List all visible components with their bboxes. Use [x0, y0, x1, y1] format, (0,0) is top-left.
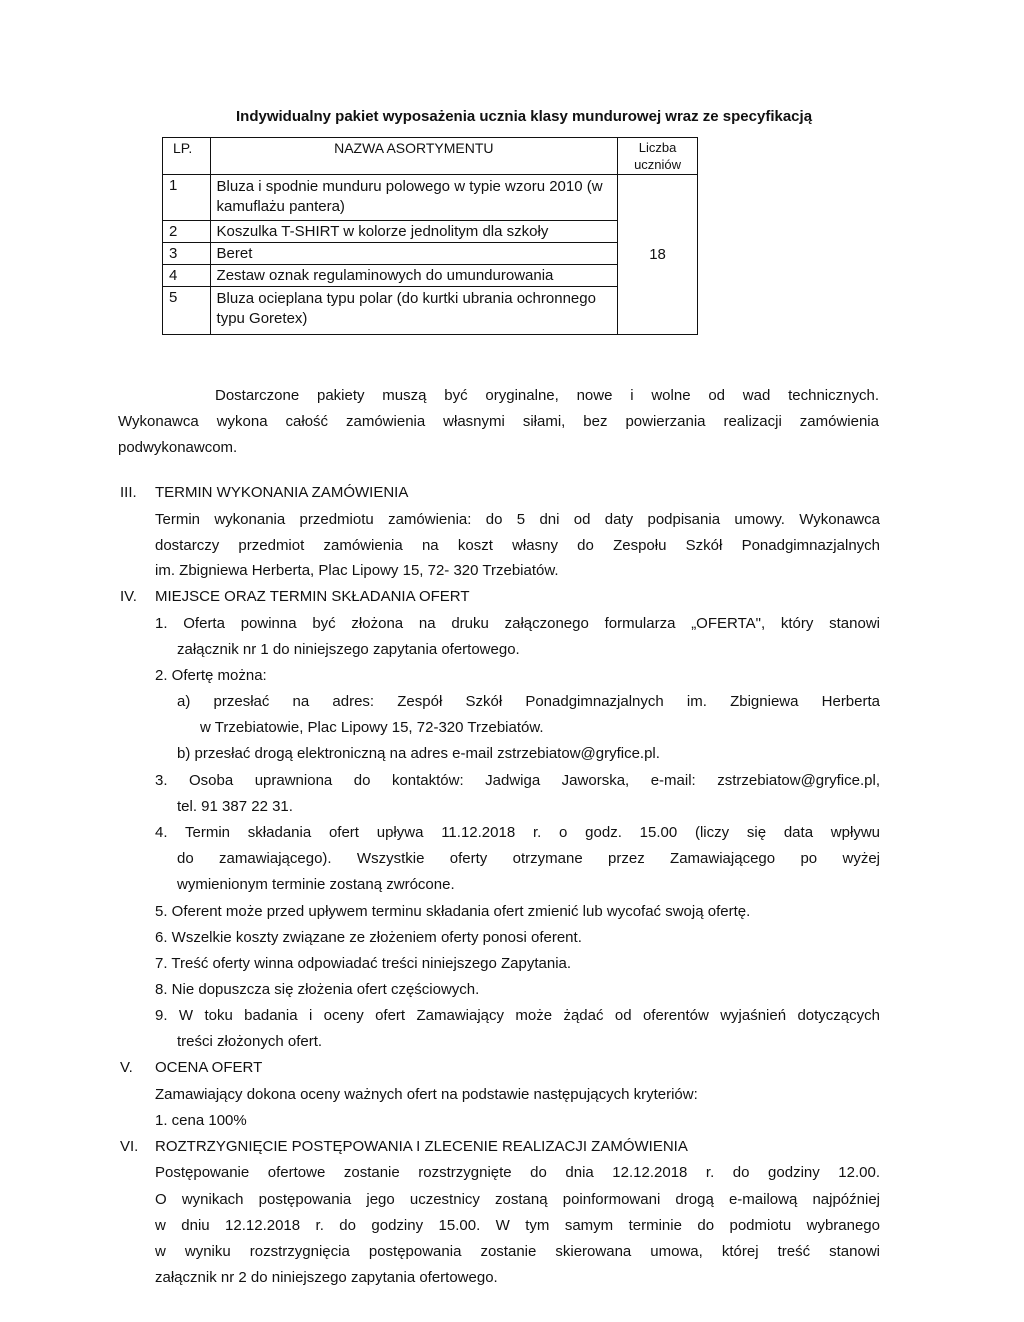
- section-6-line-2: O wynikach postępowania jego uczestnicy zostaną poinformowani drogą e-mailową najpóźniej: [155, 1191, 880, 1208]
- row-name: Zestaw oznak regulaminowych do umundurowania: [210, 265, 618, 287]
- section-4-item-2a-line-2: w Trzebiatowie, Plac Lipowy 15, 72-320 Trzebiatów.: [200, 719, 544, 736]
- table-row: [163, 287, 698, 335]
- section-4-item-4-line-3: wymienionym terminie zostaną zwrócone.: [177, 876, 455, 893]
- row-name: Koszulka T-SHIRT w kolorze jednolitym dla szkoły: [210, 221, 618, 243]
- row-lp: 4: [163, 265, 211, 287]
- intro-line-2: Wykonawca wykona całość zamówienia własnymi siłami, bez powierzania realizacji zamówienia: [118, 413, 879, 430]
- section-4-item-2a-line-1: a) przesłać na adres: Zespół Szkół Ponadgimnazjalnych im. Zbigniewa Herberta: [177, 693, 880, 710]
- section-5-line-2: 1. cena 100%: [155, 1112, 247, 1129]
- section-5-line-1: Zamawiający dokona oceny ważnych ofert na podstawie następujących kryteriów:: [155, 1086, 698, 1103]
- section-4-item-2: 2. Ofertę można:: [155, 667, 267, 684]
- row-name: Beret: [210, 243, 618, 265]
- table-row: [163, 221, 698, 243]
- table-row: [163, 265, 698, 287]
- row-name: Bluza ocieplana typu polar (do kurtki ubrania ochronnego typu Goretex): [210, 287, 618, 335]
- row-lp: 1: [163, 175, 211, 221]
- row-name: Bluza i spodnie munduru polowego w typie wzoru 2010 (w kamuflażu pantera): [210, 175, 618, 221]
- section-4-item-4-line-2: do zamawiającego). Wszystkie oferty otrzymane przez Zamawiającego po wyżej: [177, 850, 880, 867]
- document-title: Indywidualny pakiet wyposażenia ucznia klasy mundurowej wraz ze specyfikacją: [236, 108, 813, 125]
- header-name: NAZWA ASORTYMENTU: [210, 138, 618, 175]
- row-lp: 3: [163, 243, 211, 265]
- count-cell: 18: [618, 175, 698, 335]
- section-4-numeral: IV.: [120, 588, 137, 605]
- equipment-table: [162, 137, 698, 335]
- section-4-item-1-line-2: załącznik nr 1 do niniejszego zapytania ofertowego.: [177, 641, 520, 658]
- table-row: [163, 243, 698, 265]
- section-5-heading: OCENA OFERT: [155, 1059, 263, 1076]
- section-4-item-9-line-2: treści złożonych ofert.: [177, 1033, 323, 1050]
- intro-line-3: podwykonawcom.: [118, 439, 238, 456]
- section-4-item-1-line-1: 1. Oferta powinna być złożona na druku załączonego formularza „OFERTA", który stanowi: [155, 615, 880, 632]
- section-3-heading: TERMIN WYKONANIA ZAMÓWIENIA: [155, 484, 409, 501]
- section-6-numeral: VI.: [120, 1138, 139, 1155]
- section-6-line-5: załącznik nr 2 do niniejszego zapytania ofertowego.: [155, 1269, 498, 1286]
- header-lp: LP.: [163, 138, 211, 175]
- section-4-item-2b: b) przesłać drogą elektroniczną na adres e-mail zstrzebiatow@gryfice.pl.: [177, 745, 660, 762]
- table-header-row: [163, 138, 698, 175]
- section-5-numeral: V.: [120, 1059, 133, 1076]
- section-3-numeral: III.: [120, 484, 137, 501]
- header-count: Liczba uczniów: [618, 138, 698, 175]
- section-4-item-4-line-1: 4. Termin składania ofert upływa 11.12.2018 r. o godz. 15.00 (liczy się data wpływu: [155, 824, 880, 841]
- section-4-item-3-line-1: 3. Osoba uprawniona do kontaktów: Jadwiga Jaworska, e-mail: zstrzebiatow@gryfice.pl,: [155, 772, 880, 789]
- section-4-item-7: 7. Treść oferty winna odpowiadać treści niniejszego Zapytania.: [155, 955, 572, 972]
- section-3-line-1: Termin wykonania przedmiotu zamówienia: do 5 dni od daty podpisania umowy. Wykonawca: [155, 511, 880, 528]
- section-6-heading: ROZTRZYGNIĘCIE POSTĘPOWANIA I ZLECENIE REALIZACJI ZAMÓWIENIA: [155, 1138, 688, 1155]
- section-6-line-1: Postępowanie ofertowe zostanie rozstrzygnięte do dnia 12.12.2018 r. do godziny 12.00.: [155, 1164, 880, 1181]
- table-row: [163, 175, 698, 221]
- row-lp: 5: [163, 287, 211, 335]
- section-4-item-5: 5. Oferent może przed upływem terminu składania ofert zmienić lub wycofać swoją ofertę.: [155, 903, 751, 920]
- section-4-item-8: 8. Nie dopuszcza się złożenia ofert częściowych.: [155, 981, 480, 998]
- row-lp: 2: [163, 221, 211, 243]
- section-6-line-3: w dniu 12.12.2018 r. do godziny 15.00. W tym samym terminie do podmiotu wybranego: [155, 1217, 880, 1234]
- section-4-item-6: 6. Wszelkie koszty związane ze złożeniem oferty ponosi oferent.: [155, 929, 582, 946]
- section-3-line-3: im. Zbigniewa Herberta, Plac Lipowy 15, 72- 320 Trzebiatów.: [155, 562, 559, 579]
- section-6-line-4: w wyniku rozstrzygnięcia postępowania zostanie skierowana umowa, której treść stanowi: [155, 1243, 880, 1260]
- section-4-item-9-line-1: 9. W toku badania i oceny ofert Zamawiający może żądać od oferentów wyjaśnień dotyczących: [155, 1007, 880, 1024]
- section-4-heading: MIEJSCE ORAZ TERMIN SKŁADANIA OFERT: [155, 588, 470, 605]
- section-3-line-2: dostarczy przedmiot zamówienia na koszt własny do Zespołu Szkół Ponadgimnazjalnych: [155, 537, 880, 554]
- intro-line-1: Dostarczone pakiety muszą być oryginalne, nowe i wolne od wad technicznych.: [215, 387, 879, 404]
- section-4-item-3-line-2: tel. 91 387 22 31.: [177, 798, 293, 815]
